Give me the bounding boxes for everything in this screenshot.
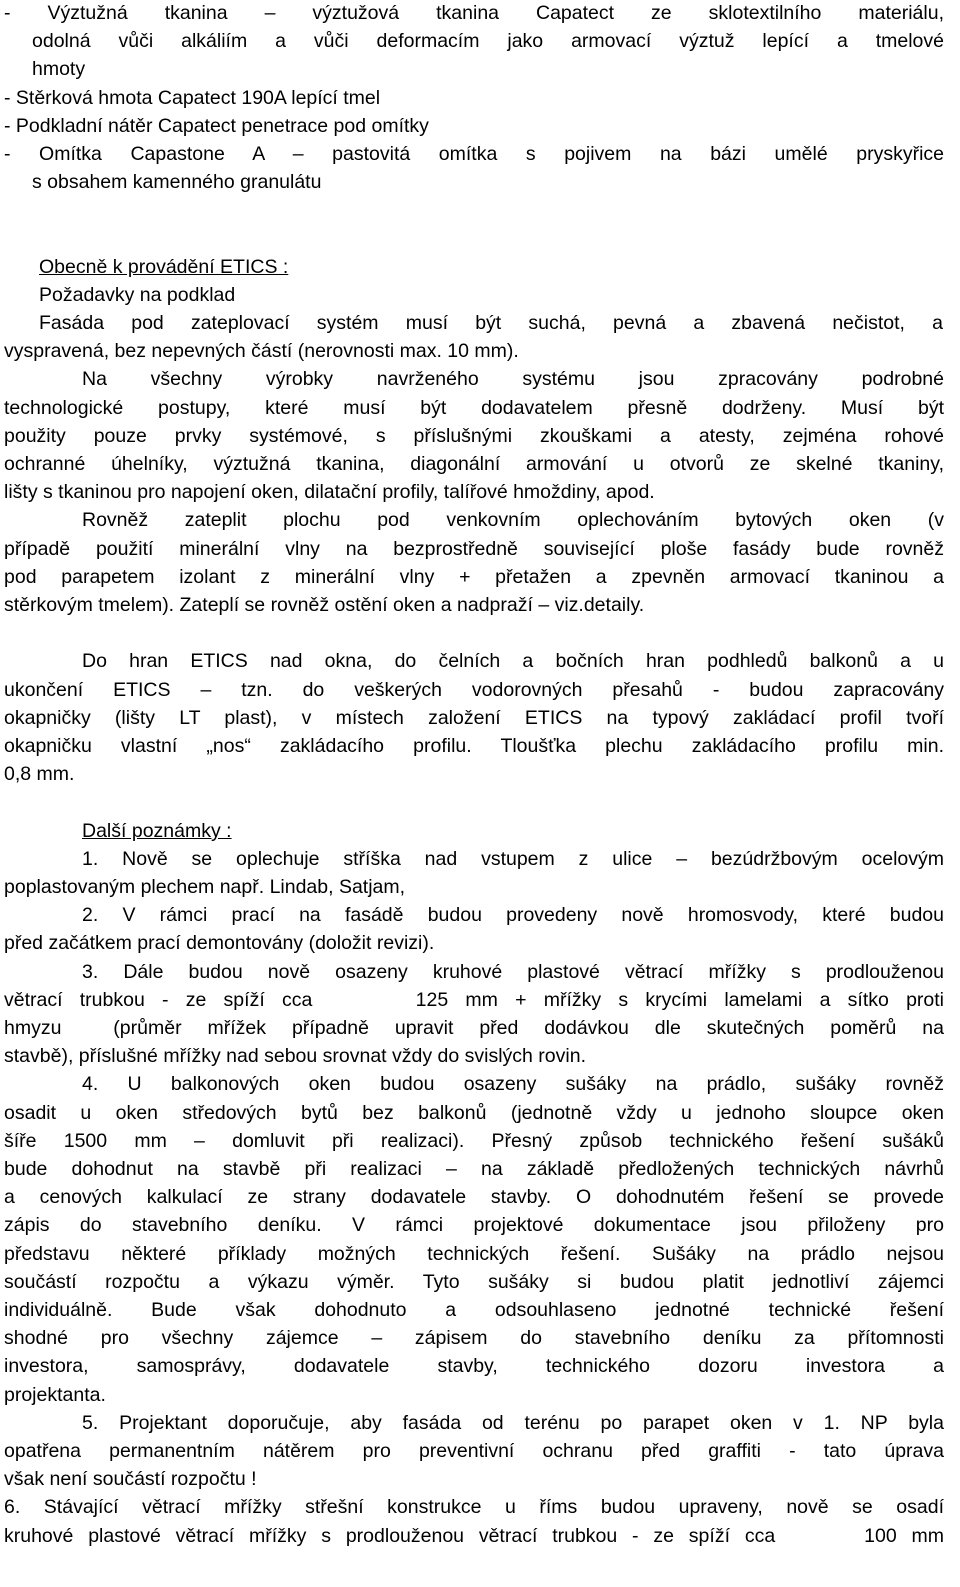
- note-line: shodné pro všechny zájemce – zápisem do stavebního deníku za přítomnosti: [4, 1327, 944, 1349]
- note-line: 5. Projektant doporučuje, aby fasáda od terénu po parapet oken v 1. NP byla: [82, 1412, 944, 1434]
- note-line: opatřena permanentním nátěrem pro preventivní ochranu před graffiti - tato úprava: [4, 1440, 944, 1462]
- note-line: osadit u oken středových bytů bez balkonů (jednotně vždy u jednoho sloupce oken: [4, 1102, 944, 1124]
- paragraph-line: Rovněž zateplit plochu pod venkovním oplechováním bytových oken (v: [82, 509, 944, 531]
- note-line: stavbě), příslušné mřížky nad sebou srovnat vždy do svislých rovin.: [4, 1045, 586, 1067]
- material-line: - Omítka Capastone A – pastovitá omítka s pojivem na bázi umělé pryskyřice: [4, 143, 944, 165]
- note-line: hmyzu (průměr mřížek případně upravit před dodávkou dle skutečných poměrů na: [4, 1017, 944, 1039]
- material-line: - Výztužná tkanina – výztužová tkanina Capatect ze sklotextilního materiálu,: [4, 2, 944, 24]
- material-line: - Podkladní nátěr Capatect penetrace pod omítky: [4, 115, 429, 137]
- note-line: však není součástí rozpočtu !: [4, 1468, 257, 1490]
- paragraph-line: 0,8 mm.: [4, 763, 75, 785]
- section-subheading-substrate: Požadavky na podklad: [39, 284, 236, 306]
- paragraph-line: ukončení ETICS – tzn. do veškerých vodorovných přesahů - budou zapracovány: [4, 679, 944, 701]
- note-line: šíře 1500 mm – domluvit při realizaci). Přesný způsob technického řešení sušáků: [4, 1130, 944, 1152]
- paragraph-line: okapničku vlastní „nos“ zakládacího profilu. Tloušťka plechu zakládacího profilu min.: [4, 735, 944, 757]
- note-line: 1. Nově se oplechuje stříška nad vstupem z ulice – bezúdržbovým ocelovým: [82, 848, 944, 870]
- paragraph-line: případě použití minerální vlny na bezprostředně související ploše fasády bude rovněž: [4, 538, 944, 560]
- note-line: 3. Dále budou nově osazeny kruhové plastové větrací mřížky s prodlouženou: [82, 961, 944, 983]
- section-heading-notes: Další poznámky :: [82, 820, 232, 842]
- paragraph-line: Fasáda pod zateplovací systém musí být suchá, pevná a zbavená nečistot, a: [39, 312, 943, 334]
- paragraph-line: pod parapetem izolant z minerální vlny + přetažen a zpevněn armovací tkaninou a: [4, 566, 944, 588]
- paragraph-line: vyspravená, bez nepevných částí (nerovnosti max. 10 mm).: [4, 340, 519, 362]
- note-line: investora, samosprávy, dodavatele stavby, technického dozoru investora a: [4, 1355, 944, 1377]
- note-line: součástí rozpočtu a výkazu výměr. Tyto sušáky si budou platit jednotliví zájemci: [4, 1271, 944, 1293]
- note-line: projektanta.: [4, 1384, 106, 1406]
- note-line: představu některé příklady možných technických řešení. Sušáky na prádlo nejsou: [4, 1243, 944, 1265]
- paragraph-line: Do hran ETICS nad okna, do čelních a bočních hran podhledů balkonů a u: [82, 650, 944, 672]
- material-line: - Stěrková hmota Capatect 190A lepící tmel: [4, 87, 381, 109]
- note-line: individuálně. Bude však dohodnuto a odsouhlaseno jednotné technické řešení: [4, 1299, 944, 1321]
- material-line: odolná vůči alkáliím a vůči deformacím jako armovací výztuž lepící a tmelové: [32, 30, 944, 52]
- note-line: 2. V rámci prací na fasádě budou provedeny nově hromosvody, které budou: [82, 904, 944, 926]
- note-line: kruhové plastové větrací mřížky s prodlouženou větrací trubkou - ze spíží cca 100 mm: [4, 1525, 944, 1547]
- note-line: zápis do stavebního deníku. V rámci projektové dokumentace jsou přiloženy pro: [4, 1214, 944, 1236]
- note-line: bude dohodnut na stavbě při realizaci – na základě předložených technických návrhů: [4, 1158, 944, 1180]
- paragraph-line: okapničky (lišty LT plast), v místech založení ETICS na typový zakládací profil tvoří: [4, 707, 944, 729]
- material-line: s obsahem kamenného granulátu: [32, 171, 322, 193]
- section-heading-general: Obecně k provádění ETICS :: [39, 256, 289, 278]
- note-line: 6. Stávající větrací mřížky střešní konstrukce u říms budou upraveny, nově se osadí: [4, 1496, 944, 1518]
- paragraph-line: technologické postupy, které musí být dodavatelem přesně dodrženy. Musí být: [4, 397, 944, 419]
- material-line: hmoty: [32, 58, 86, 80]
- paragraph-line: ochranné úhelníky, výztužná tkanina, diagonální armování u otvorů ze skelné tkaniny,: [4, 453, 944, 475]
- note-line: před začátkem prací demontovány (doložit revizi).: [4, 932, 435, 954]
- paragraph-line: lišty s tkaninou pro napojení oken, dilatační profily, talířové hmoždiny, apod.: [4, 481, 655, 503]
- paragraph-line: použity pouze prvky systémové, s příslušnými zkouškami a atesty, zejména rohové: [4, 425, 944, 447]
- paragraph-line: Na všechny výrobky navrženého systému jsou zpracovány podrobné: [82, 368, 944, 390]
- note-line: a cenových kalkulací ze strany dodavatele stavby. O dohodnutém řešení se provede: [4, 1186, 944, 1208]
- note-line: větrací trubkou - ze spíží cca 125 mm + mřížky s krycími lamelami a sítko proti: [4, 989, 944, 1011]
- paragraph-line: stěrkovým tmelem). Zateplí se rovněž ostění oken a nadpraží – viz.detaily.: [4, 594, 645, 616]
- note-line: 4. U balkonových oken budou osazeny sušáky na prádlo, sušáky rovněž: [82, 1073, 944, 1095]
- note-line: poplastovaným plechem např. Lindab, Satjam,: [4, 876, 406, 898]
